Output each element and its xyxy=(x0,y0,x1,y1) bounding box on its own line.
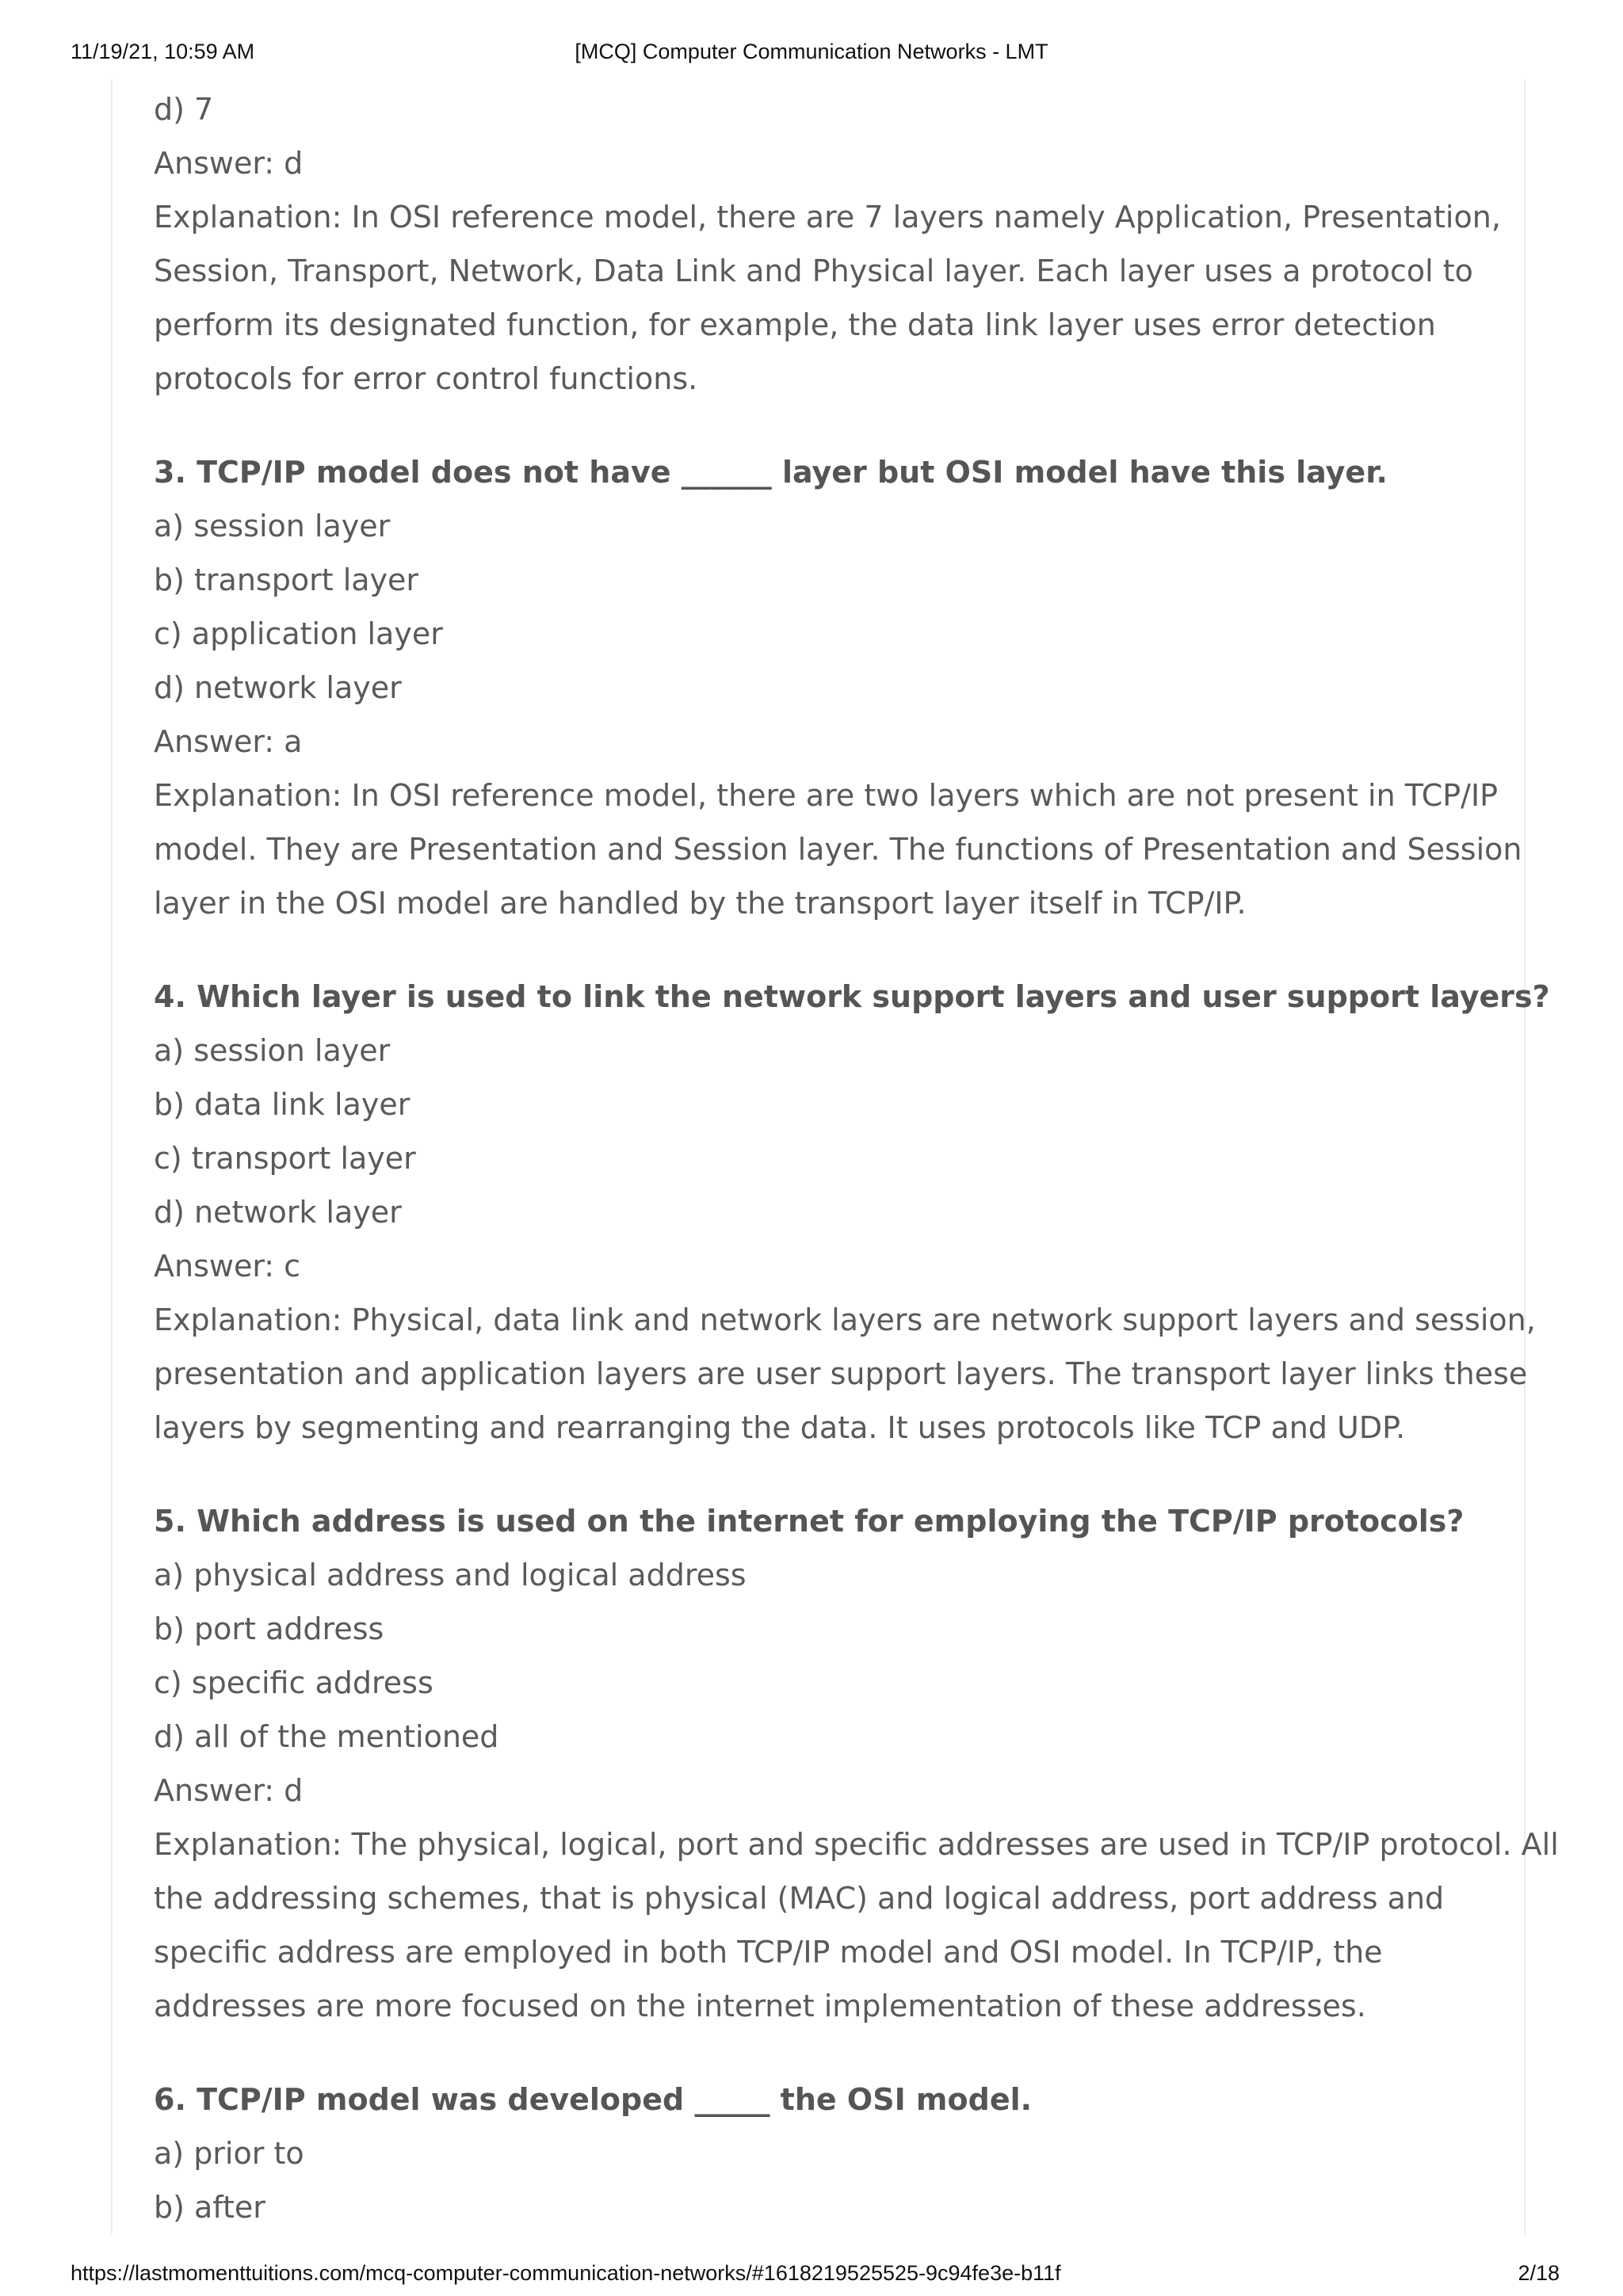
explanation-line: specific address are employed in both TCP/IP model and OSI model. In TCP/IP, the xyxy=(154,1935,1383,1970)
option-item: b) after xyxy=(154,2190,265,2225)
option-item: a) prior to xyxy=(154,2136,304,2171)
explanation-line: Explanation: Physical, data link and network layers are network support layers and session, xyxy=(154,1302,1536,1337)
explanation-line: the addressing schemes, that is physical (MAC) and logical address, port address and xyxy=(154,1881,1445,1916)
answer-text: Answer: a xyxy=(154,724,303,759)
mcq-content xyxy=(154,82,1559,2234)
option-item: a) session layer xyxy=(154,1033,391,1068)
question-block-6 xyxy=(154,2073,1501,2234)
print-url: https://lastmomenttuitions.com/mcq-computer-communication-networks/#1618219525525-9c94fe3e-b11f xyxy=(71,2261,1061,2285)
question-block-3 xyxy=(154,445,1522,930)
print-datetime: 11/19/21, 10:59 AM xyxy=(71,40,255,63)
explanation-line: layers by segmenting and rearranging the data. It uses protocols like TCP and UDP. xyxy=(154,1410,1406,1445)
explanation-line: protocols for error control functions. xyxy=(154,361,698,396)
question-text: 3. TCP/IP model does not have ______ layer but OSI model have this layer. xyxy=(154,455,1388,490)
print-page-title: [MCQ] Computer Communication Networks - LMT xyxy=(575,40,1048,63)
explanation-line: presentation and application layers are user support layers. The transport layer links these xyxy=(154,1356,1528,1391)
option-item: d) network layer xyxy=(154,670,402,705)
explanation-line: layer in the OSI model are handled by the transport layer itself in TCP/IP. xyxy=(154,886,1247,921)
option-item: c) specific address xyxy=(154,1665,433,1700)
explanation-line: Explanation: In OSI reference model, there are 7 layers namely Application, Presentation, xyxy=(154,200,1501,235)
option-item: d) 7 xyxy=(154,92,214,127)
answer-text: Answer: c xyxy=(154,1249,301,1283)
answer-text: Answer: d xyxy=(154,146,304,181)
carryover-block xyxy=(154,82,1501,406)
question-block-5 xyxy=(154,1494,1559,2033)
option-item: b) port address xyxy=(154,1611,384,1646)
option-item: d) network layer xyxy=(154,1195,402,1230)
print-footer xyxy=(0,2261,1623,2293)
explanation-line: addresses are more focused on the internet implementation of these addresses. xyxy=(154,1989,1366,2023)
question-text: 6. TCP/IP model was developed _____ the OSI model. xyxy=(154,2082,1033,2117)
option-item: d) all of the mentioned xyxy=(154,1719,499,1754)
explanation-line: Explanation: In OSI reference model, there are two layers which are not present in TCP/IP xyxy=(154,778,1499,813)
option-item: c) transport layer xyxy=(154,1141,416,1176)
question-block-4 xyxy=(154,970,1550,1455)
explanation-line: Session, Transport, Network, Data Link and Physical layer. Each layer uses a protocol to xyxy=(154,254,1473,288)
option-item: c) application layer xyxy=(154,616,443,651)
page-number: 2/18 xyxy=(1518,2261,1560,2285)
explanation-line: perform its designated function, for example, the data link layer uses error detection xyxy=(154,307,1436,342)
question-text: 5. Which address is used on the internet for employing the TCP/IP protocols? xyxy=(154,1504,1465,1539)
option-item: a) session layer xyxy=(154,509,391,543)
option-item: b) data link layer xyxy=(154,1087,411,1122)
option-item: b) transport layer xyxy=(154,563,419,597)
print-header xyxy=(0,40,1623,71)
question-text: 4. Which layer is used to link the network support layers and user support layers? xyxy=(154,979,1550,1014)
answer-text: Answer: d xyxy=(154,1773,304,1808)
explanation-line: model. They are Presentation and Session layer. The functions of Presentation and Session xyxy=(154,832,1522,867)
option-item: a) physical address and logical address xyxy=(154,1558,747,1592)
explanation-line: Explanation: The physical, logical, port and specific addresses are used in TCP/IP protocol. All xyxy=(154,1827,1559,1862)
